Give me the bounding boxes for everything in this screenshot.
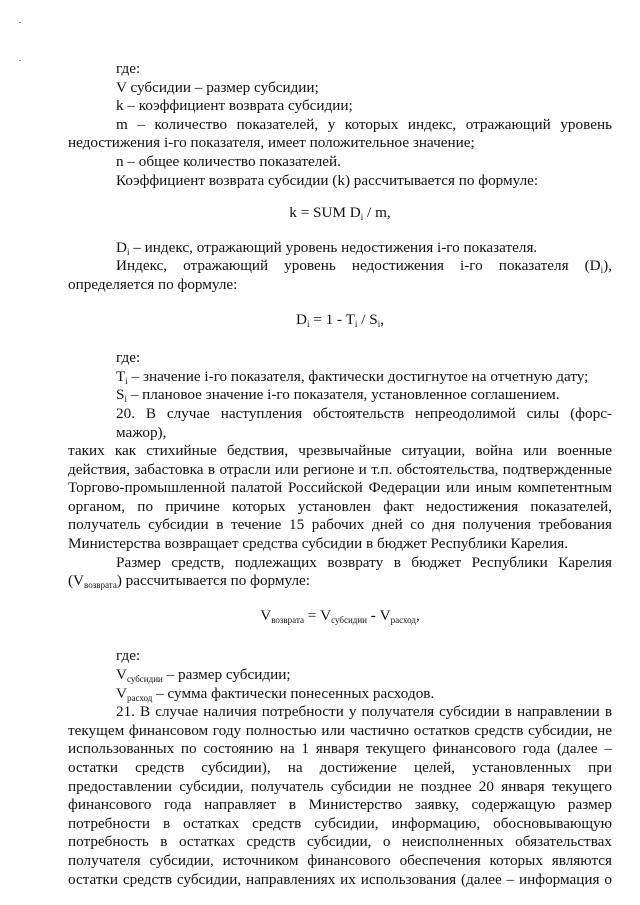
text-line: остатки средств субсидии, направлениях их использования (далее – информация о <box>68 870 612 888</box>
text-line: Размер средств, подлежащих возврату в бюджет Республики Карелия <box>116 553 612 571</box>
text-line: потребности в остатках средств субсидии, информацию, обосновывающую <box>68 814 612 832</box>
text-line: V субсидии – размер субсидии; <box>116 78 319 96</box>
text-line: Министерства возвращает средства субсидии в бюджет Республики Карелия. <box>68 535 569 553</box>
scan-mark-top <box>19 22 21 23</box>
text-line: использованных по состоянию на 1 января текущего финансового года (далее – <box>68 740 612 758</box>
text-line: определяется по формуле: <box>68 275 238 293</box>
text-line: $(V_{возврата})$ рассчитывается по формуле: <box>68 572 310 591</box>
formula-return-coefficient: k = SUM $D_i$ / m, <box>289 204 391 223</box>
text-line: Торгово-промышленной палатой Российской Федерации или иным компетентным <box>68 479 612 497</box>
text-line: финансового года направляет в Министерство заявку, содержащую размер <box>68 796 612 814</box>
text-line: органом, по причине которых установлен факт недостижения показателей, <box>68 497 612 515</box>
text-line: n – общее количество показателей. <box>116 152 341 170</box>
text-line: таких как стихийные бедствия, чрезвычайные ситуации, война или военные <box>68 442 612 460</box>
formula-return-amount: $V_{возврата} = V_{субсидии} - V_{расход}$, <box>260 606 420 625</box>
text-line: $T_i$ – значение i-го показателя, фактически достигнутое на отчетную дату; <box>116 367 589 386</box>
text-line: $D_i$ – индекс, отражающий уровень недостижения i-го показателя. <box>116 238 538 257</box>
text-line: где: <box>116 60 141 77</box>
text-line: k – коэффициент возврата субсидии; <box>116 97 353 115</box>
text-line: предоставлении субсидии, получатель субсидии не позднее 20 января текущего <box>68 777 612 795</box>
document-page <box>68 60 612 889</box>
text-line: остатки средств субсидии), на достижение целей, установленных при <box>68 759 612 776</box>
text-line: Коэффициент возврата субсидии (k) рассчитывается по формуле: <box>116 171 539 189</box>
text-line: 20. В случае наступления обстоятельств непреодолимой силы (форс-мажор), <box>116 404 612 441</box>
formula-index: $D_i = 1 - T_i / S_i$, <box>296 310 384 329</box>
text-line: $V_{субсидии}$ – размер субсидии; <box>116 666 291 685</box>
text-line: текущем финансовом году полностью или частично остатков средств субсидии, не <box>68 721 612 739</box>
text-line: где: <box>116 349 141 367</box>
text-line: $V_{расход}$ – сумма фактически понесенных расходов. <box>116 684 435 703</box>
text-line: Индекс, отражающий уровень недостижения i-го показателя $(D_i)$, <box>116 257 612 276</box>
scan-mark-left <box>19 60 21 61</box>
text-line: где: <box>116 647 141 665</box>
text-line: $S_i$ – плановое значение i-го показателя, установленное соглашением. <box>116 386 560 405</box>
text-line: 21. В случае наличия потребности у получателя субсидии в направлении в <box>116 703 612 721</box>
text-line: получатель субсидии в течение 15 рабочих дней со дня получения требования <box>68 516 612 534</box>
text-line: потребность в остатках средств субсидии, о неисполненных обязательствах <box>68 833 612 851</box>
text-line: m – количество показателей, у которых индекс, отражающий уровень <box>116 115 612 133</box>
text-line: недостижения i-го показателя, имеет положительное значение; <box>68 134 475 152</box>
text-line: действия, забастовка в отрасли или регионе и т.п. обстоятельства, подтвержденные <box>68 460 612 478</box>
text-line: получателя субсидии, источником финансового обеспечения которых являются <box>68 851 612 869</box>
